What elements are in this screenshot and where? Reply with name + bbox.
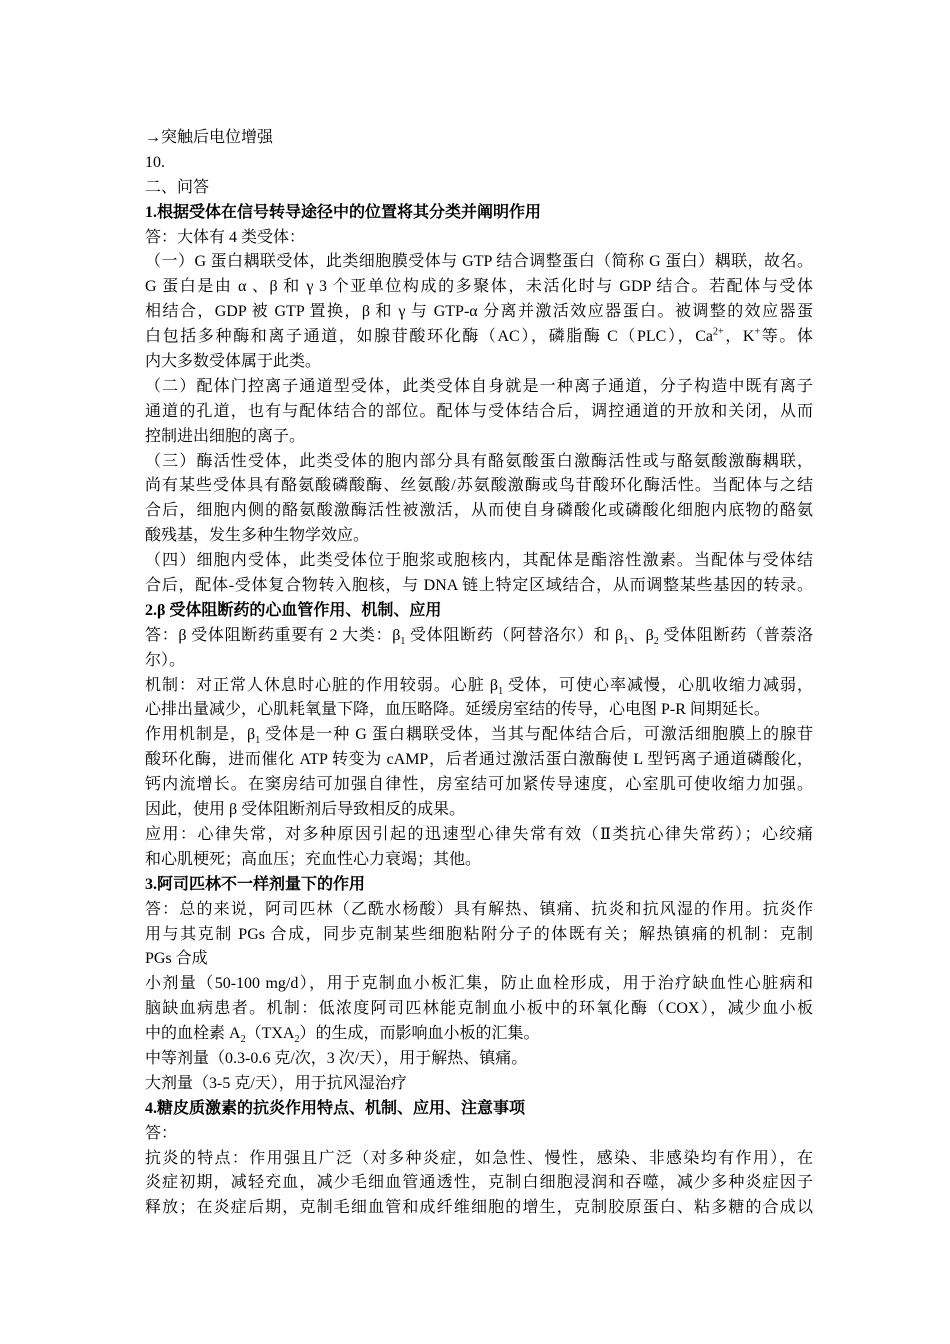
text-segment: 受体阻断药（普萘洛 <box>658 626 813 644</box>
answer-line: 炎症初期，减轻充血，减少毛细血管通透性，克制白细胞浸润和吞噬，减少多种炎症因子 <box>145 1174 813 1192</box>
answer-line: 答： <box>145 1124 178 1142</box>
answer-line: 尔）。 <box>145 651 186 669</box>
answer-line: 酸残基，发生多种生物学效应。 <box>145 527 370 545</box>
answer-line: 心排出量减少，心肌耗氧量下降，血压略降。延缓房室结的传导，心电图 P-R 间期延长。 <box>145 701 770 719</box>
question-3-title: 3.阿司匹林不一样剂量下的作用 <box>145 875 366 893</box>
answer-line: 合后，细胞内侧的酪氨酸激酶活性被激活，从而使自身磷酸化或磷酸化细胞内底物的酪氨 <box>145 502 813 520</box>
answer-line <box>145 1022 813 1047</box>
answer-line: 钙内流增长。在窦房结可加强自律性，房室结可加紧传导速度，心室肌可使收缩力加强。 <box>145 776 813 794</box>
answer-line: 因此，使用 β 受体阻断剂后导致相反的成果。 <box>145 801 466 819</box>
answer-line: 释放；在炎症后期，克制毛细血管和成纤维细胞的增生，克制胶原蛋白、粘多糖的合成以 <box>145 1199 813 1217</box>
answer-line: 小剂量（50-100 mg/d），用于克制血小板汇集，防止血栓形成，用于治疗缺血性心脏病和 <box>145 975 813 993</box>
item-number: 10. <box>145 153 165 171</box>
answer-line <box>145 723 813 748</box>
text-segment: 受体，可使心率减慢，心肌收缩力减弱， <box>503 676 813 694</box>
answer-line <box>145 325 813 350</box>
text-segment: 白包括多种酶和离子通道，如腺苷酸环化酶（AC），磷脂酶 C（PLC），Ca <box>145 328 714 346</box>
answer-line: （四）细胞内受体，此类受体位于胞浆或胞核内，其配体是酯溶性激素。当配体与受体结 <box>145 552 813 570</box>
document-page <box>145 126 813 1221</box>
answer-line: （一）G 蛋白耦联受体，此类细胞膜受体与 GTP 结合调整蛋白（简称 G 蛋白）耦联，故名。 <box>145 253 813 271</box>
text-segment: 受体是一种 G 蛋白耦联受体，当其与配体结合后，可激活细胞膜上的腺苷 <box>260 726 813 744</box>
text-segment: 等。体 <box>760 328 813 346</box>
answer-line: 大剂量（3-5 克/天），用于抗风湿治疗 <box>145 1074 407 1092</box>
subscript: 1 <box>623 636 629 647</box>
question-1-title: 1.根据受体在信号转导途径中的位置将其分类并阐明作用 <box>145 203 542 221</box>
subscript: 1 <box>255 735 261 747</box>
text-segment: 作用机制是，β <box>145 726 256 744</box>
answer-line: 内大多数受体属于此类。 <box>145 353 322 371</box>
answer-line: （二）配体门控离子通道型受体，此类受体自身就是一种离子通道，分子构造中既有离子 <box>145 377 813 395</box>
text-segment: （TXA <box>245 1025 295 1043</box>
subscript: 1 <box>498 685 504 697</box>
answer-line: （三）酶活性受体，此类受体的胞内部分具有酪氨酸蛋白激酶活性或与酪氨酸激酶耦联， <box>145 452 813 470</box>
fragment-line: →突触后电位增强 <box>145 129 274 146</box>
section-heading: 二、问答 <box>145 178 210 196</box>
answer-line: 中等剂量（0.3-0.6 克/次，3 次/天），用于解热、镇痛。 <box>145 1049 528 1067</box>
superscript: 2+ <box>713 326 724 338</box>
answer-line: 酸环化酶，进而催化 ATP 转变为 cAMP，后者通过激活蛋白激酶使 L 型钙离子通道磷酸化， <box>145 751 813 769</box>
subscript: 1 <box>400 636 406 647</box>
answer-line: 脑缺血病患者。机制：低浓度阿司匹林能克制血小板中的环氧化酶（COX），减少血小板 <box>145 1000 813 1018</box>
question-2-title: 2.β 受体阻断药的心血管作用、机制、应用 <box>145 601 442 619</box>
answer-line: 应用：心律失常，对多种原因引起的迅速型心律失常有效（Ⅱ类抗心律失常药）；心绞痛 <box>145 825 813 843</box>
subscript: 2 <box>653 636 659 647</box>
answer-line: G 蛋白是由 α 、β 和 γ 3 个亚单位构成的多聚体，未活化时与 GDP 结合。若配体与受体 <box>145 278 813 296</box>
subscript: 2 <box>240 1034 246 1046</box>
answer-line <box>145 624 813 649</box>
text-segment: 答：β 受体阻断药重要有 2 大类：β <box>145 626 401 644</box>
answer-line: 合后，配体-受体复合物转入胞核，与 DNA 链上特定区域结合，从而调整某些基因的转录。 <box>145 577 813 595</box>
answer-line: 和心肌梗死；高血压；充血性心力衰竭；其他。 <box>145 850 482 868</box>
answer-line: 答：大体有 4 类受体： <box>145 228 306 246</box>
answer-line: 控制进出细胞的离子。 <box>145 427 306 445</box>
text-segment: 中的血栓素 A <box>145 1025 241 1043</box>
text-segment: ）的生成，而影响血小板的汇集。 <box>299 1025 540 1043</box>
answer-line: 答：总的来说，阿司匹林（乙酰水杨酸）具有解热、镇痛、抗炎和抗风湿的作用。抗炎作 <box>145 900 813 918</box>
text-segment: 受体阻断药（阿替洛尔）和 β <box>405 626 624 644</box>
answer-line: 尚有某些受体具有酪氨酸磷酸酶、丝氨酸/苏氨酸激酶或鸟苷酸环化酶活性。当配体与之结 <box>145 477 813 495</box>
answer-line: 通道的孔道，也有与配体结合的部位。配体与受体结合后，调控通道的开放和关闭，从而 <box>145 402 813 420</box>
text-segment: 机制：对正常人休息时心脏的作用较弱。心脏 β <box>145 676 499 694</box>
answer-line: 用与其克制 PGs 合成，同步克制某些细胞粘附分子的体既有关；解热镇痛的机制：克制 <box>145 925 813 943</box>
text-segment: ，K <box>723 328 755 346</box>
answer-line <box>145 674 813 699</box>
subscript: 2 <box>294 1034 300 1046</box>
answer-line: PGs 合成 <box>145 950 208 968</box>
answer-line: 抗炎的特点：作用强且广泛（对多种炎症，如急性、慢性，感染、非感染均有作用），在 <box>145 1149 813 1167</box>
superscript: + <box>754 326 761 338</box>
answer-line: 相结合，GDP 被 GTP 置换，β 和 γ 与 GTP-α 分离并激活效应器蛋白。被调整的效应器蛋 <box>145 303 813 321</box>
text-segment: 、β <box>628 626 654 644</box>
question-4-title: 4.糖皮质激素的抗炎作用特点、机制、应用、注意事项 <box>145 1099 526 1117</box>
